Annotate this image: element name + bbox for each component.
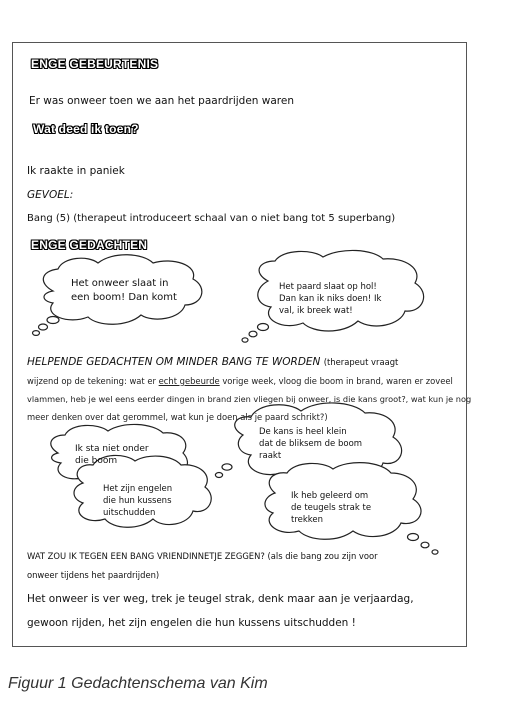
cloud-3-line: Ik sta niet onder <box>75 444 149 454</box>
figure-caption: Figuur 1 Gedachtenschema van Kim <box>8 675 268 692</box>
question-line-1: WAT ZOU IK TEGEN EEN BANG VRIENDINNETJE ZEGGEN? (als die bang zou zijn voor <box>27 551 378 561</box>
note-underlined: echt gebeurde <box>158 376 220 386</box>
cloud-6-text <box>291 490 371 526</box>
event-text: Er was onweer toen we aan het paardrijden waren <box>29 95 294 107</box>
helpful-heading-line <box>27 356 398 368</box>
therapist-note-line-2: vlammen, heb je wel eens eerder dingen in brand zien vliegen bij onweer, is die kans groot?, wat kun je nog <box>27 394 472 404</box>
cloud-4-line: dat de bliksem de boom <box>259 439 363 449</box>
therapist-note-start: (therapeut vraagt <box>323 357 399 367</box>
cloud-5-line: die hun kussens <box>103 496 172 506</box>
note-text: wijzend op de tekening: wat er <box>27 376 159 386</box>
feeling-label: GEVOEL: <box>27 189 74 201</box>
cloud-6-line: Ik heb geleerd om <box>291 491 369 501</box>
heading-enge-gebeurtenis: ENGE GEBEURTENIS <box>31 57 159 71</box>
feeling-text: Bang (5) (therapeut introduceert schaal van o niet bang tot 5 superbang) <box>27 213 396 224</box>
cloud-5-text <box>103 483 172 519</box>
cloud-4-line: De kans is heel klein <box>259 427 347 437</box>
helpful-heading: HELPENDE GEDACHTEN OM MINDER BANG TE WORDEN <box>27 356 321 368</box>
worksheet <box>12 42 472 647</box>
answer-line-1: Het onweer is ver weg, trek je teugel strak, denk maar aan je verjaardag, <box>27 593 414 605</box>
cloud-2-line: Dan kan ik niks doen! Ik <box>279 294 382 304</box>
action-text: Ik raakte in paniek <box>27 165 125 177</box>
cloud-2-text <box>279 281 381 317</box>
cloud-3-line: die boom <box>75 456 118 466</box>
answer-line-2: gewoon rijden, het zijn engelen die hun kussens uitschudden ! <box>27 617 356 629</box>
cloud-6-line: de teugels strak te <box>291 503 372 513</box>
cloud-4-line: raakt <box>259 451 282 461</box>
cloud-4-text <box>259 426 362 462</box>
cloud-5-line: Het zijn engelen <box>103 484 173 494</box>
cloud-1-text <box>71 277 177 305</box>
question-line-2: onweer tijdens het paardrijden) <box>27 570 160 580</box>
cloud-5-line: uitschudden <box>103 508 156 518</box>
cloud-2-line: Het paard slaat op hol! <box>279 282 377 292</box>
cloud-2-line: val, ik breek wat! <box>279 306 353 316</box>
cloud-1-line: Het onweer slaat in <box>71 278 169 289</box>
cloud-3-text <box>75 443 149 467</box>
cloud-6-line: trekken <box>291 515 324 525</box>
heading-wat-deed-ik: Wat deed ik toen? <box>33 122 139 136</box>
therapist-note-line-1 <box>27 372 453 390</box>
therapist-note-line-3: meer denken over dat gerommel, wat kun je doen als je paard schrikt?) <box>27 412 328 422</box>
note-text: vorige week, vloog die boom in brand, waren er zoveel <box>219 376 453 386</box>
heading-enge-gedachten: ENGE GEDACHTEN <box>31 238 148 252</box>
cloud-1-line: een boom! Dan komt <box>71 292 177 303</box>
